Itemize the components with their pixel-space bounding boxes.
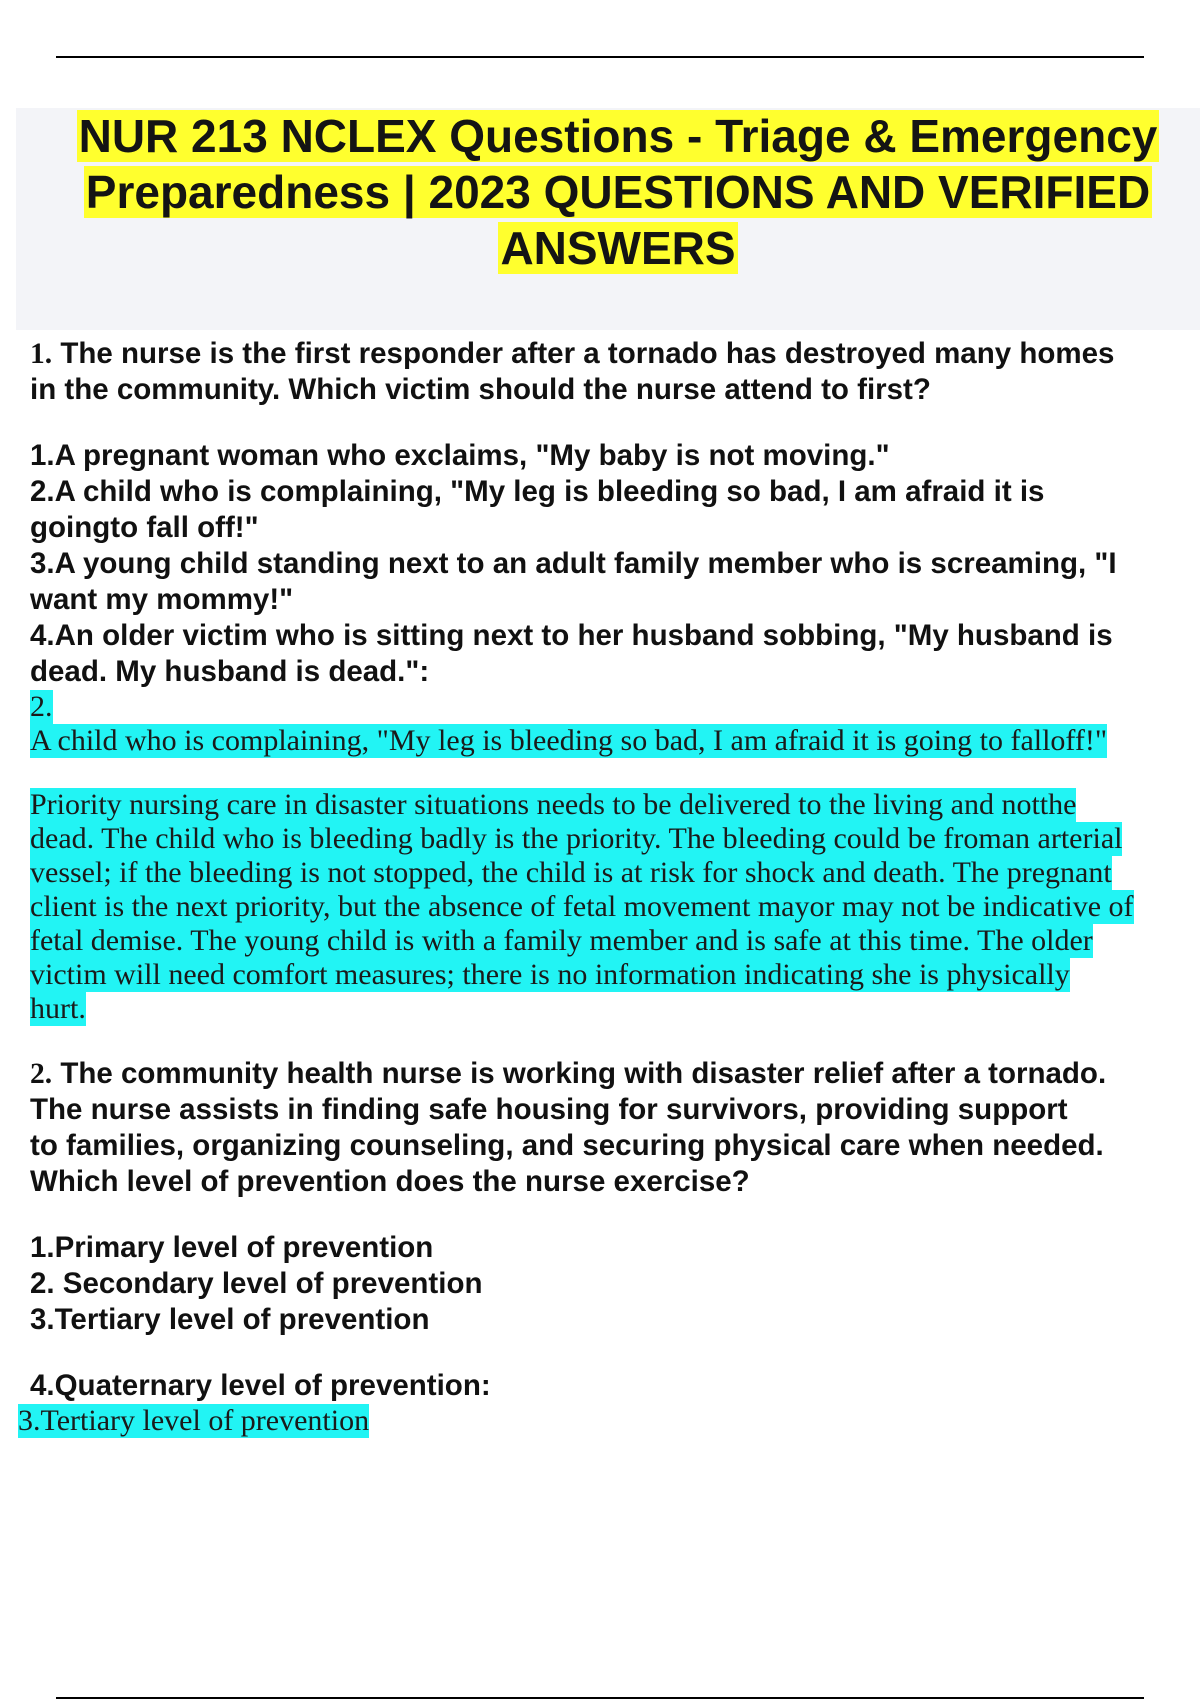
rationale-line: Priority nursing care in disaster situations needs to be delivered to the living and notthe [30, 788, 1077, 821]
document-body [18, 336, 1200, 1438]
question-1-option-line: want my mommy!" [30, 583, 294, 616]
question-2-stem [30, 1056, 1200, 1200]
rationale-line: dead. The child who is bleeding badly is the priority. The bleeding could be froman arterial [30, 822, 1123, 855]
question-1-options [30, 438, 1200, 690]
question-2-stem-line-4: Which level of prevention does the nurse exercise? [30, 1165, 750, 1198]
top-rule [56, 56, 1144, 58]
document-title [28, 108, 1200, 276]
question-1-option-line: dead. My husband is dead.": [30, 655, 430, 688]
question-1-option-line: 2.A child who is complaining, "My leg is bleeding so bad, I am afraid it is [30, 475, 1045, 508]
question-1-option-line: 1.A pregnant woman who exclaims, "My baby is not moving." [30, 439, 890, 472]
question-1-stem [30, 336, 1200, 408]
question-1-rationale [30, 788, 1200, 1026]
rationale-line: fetal demise. The young child is with a family member and is safe at this time. The older [30, 924, 1093, 957]
question-1 [30, 336, 1200, 1026]
question-2-stem-line-3: to families, organizing counseling, and securing physical care when needed. [30, 1129, 1104, 1162]
question-1-answer-number: 2. [30, 690, 53, 723]
question-2-stem-line-2: The nurse assists in finding safe housing for survivors, providing support [30, 1093, 1068, 1126]
question-2-option-line: 1.Primary level of prevention [30, 1231, 434, 1264]
question-1-option-line: 4.An older victim who is sitting next to her husband sobbing, "My husband is [30, 619, 1113, 652]
question-2 [18, 1056, 1200, 1438]
question-1-answer [30, 690, 1200, 758]
question-2-stem-line-1: The community health nurse is working with disaster relief after a tornado. [60, 1057, 1107, 1090]
bottom-rule [56, 1697, 1144, 1699]
rationale-line: hurt. [30, 992, 86, 1025]
question-1-stem-line-2: in the community. Which victim should the nurse attend to first? [30, 373, 931, 406]
question-1-option-line: 3.A young child standing next to an adult family member who is screaming, "I [30, 547, 1117, 580]
question-2-options [30, 1230, 1200, 1338]
question-1-option-line: goingto fall off!" [30, 511, 259, 544]
title-line-3: ANSWERS [500, 222, 736, 274]
question-2-option-last: 4.Quaternary level of prevention: [30, 1369, 491, 1402]
rationale-line: client is the next priority, but the absence of fetal movement mayor may not be indicative of [30, 890, 1134, 923]
question-2-answer-text: 3.Tertiary level of prevention [18, 1404, 370, 1437]
question-2-option-line: 3.Tertiary level of prevention [30, 1303, 430, 1336]
question-2-option-line: 2. Secondary level of prevention [30, 1267, 483, 1300]
question-1-answer-text: A child who is complaining, "My leg is bleeding so bad, I am afraid it is going to falloff!" [30, 724, 1108, 757]
question-1-number: 1. [30, 338, 53, 370]
title-line-1: NUR 213 NCLEX Questions - Triage & Emergency [78, 110, 1158, 162]
question-2-number: 2. [30, 1058, 53, 1090]
question-1-stem-line-1: The nurse is the first responder after a tornado has destroyed many homes [60, 337, 1115, 370]
question-2-answer [18, 1404, 1200, 1438]
title-line-2: Preparedness | 2023 QUESTIONS AND VERIFIED [85, 166, 1151, 218]
rationale-line: vessel; if the bleeding is not stopped, the child is at risk for shock and death. The pregnant [30, 856, 1112, 889]
rationale-line: victim will need comfort measures; there is no information indicating she is physically [30, 958, 1070, 991]
